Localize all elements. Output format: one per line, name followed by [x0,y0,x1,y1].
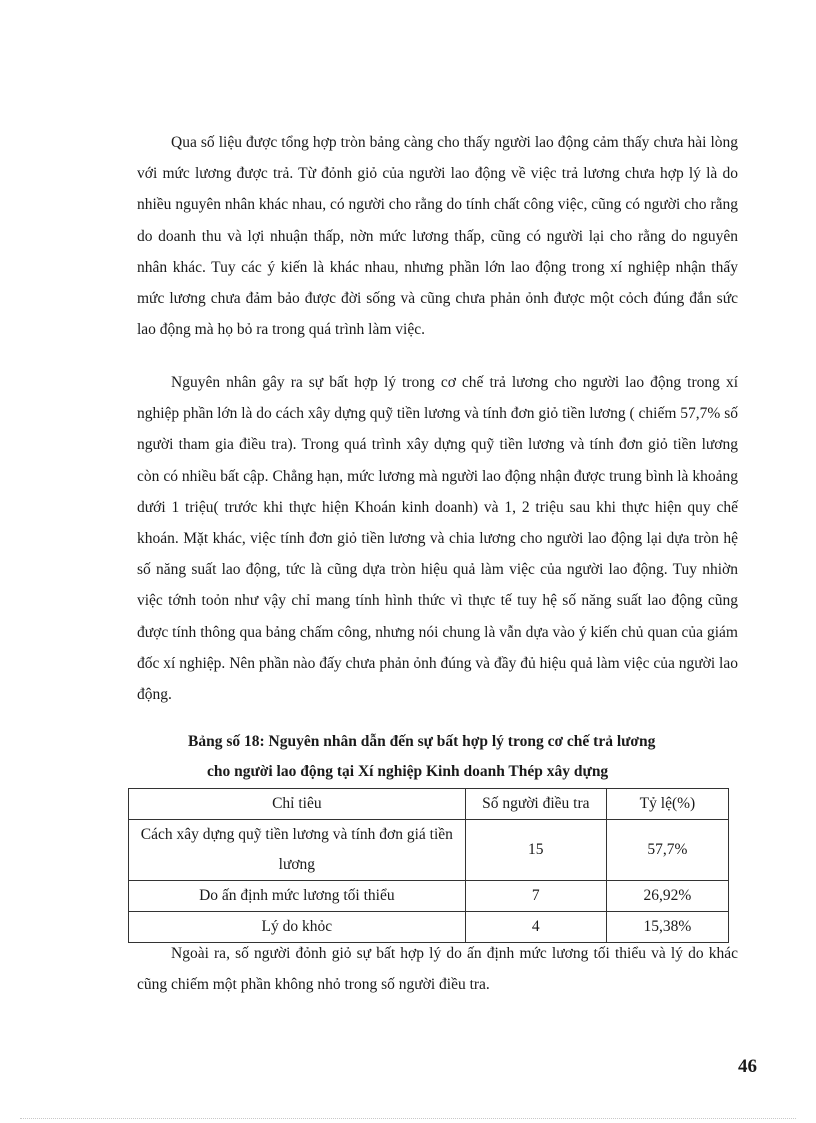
cell-respondents: 15 [465,820,606,881]
cell-respondents: 7 [465,881,606,912]
cell-ratio: 57,7% [606,820,728,881]
body-paragraph-1: Qua số liệu được tổng hợp tròn bảng càng cho thấy người lao động cảm thấy chưa hài lòng với mức lương được trả. Từ đỏnh giỏ của người lao động về việc trả lương chưa hợp lý là do nhiều nguyên nhân khác nhau, có người cho rằng do tính chất công việc, cũng có người cho rằng do doanh thu và lợi nhuận thấp, nờn mức lương thấp, cũng có người lại cho rằng do nguyên nhân khác. Tuy các ý kiến là khác nhau, nhưng phần lớn lao động trong xí nghiệp nhận thấy mức lương chưa đảm bảo được đời sống và cũng chưa phản ỏnh được một cỏch đúng đắn sức lao động mà họ bỏ ra trong quá trình làm việc. [137,134,738,339]
cell-indicator: Do ấn định mức lương tối thiểu [129,881,466,912]
table-caption-line-1: Bảng số 18: Nguyên nhân dẫn đến sự bất hợp lý trong cơ chế trả lương [188,733,656,750]
table-row [129,881,729,912]
body-paragraph-3: Ngoài ra, số người đỏnh giỏ sự bất hợp lý do ấn định mức lương tối thiểu và lý do khác cũng chiếm một phần không nhỏ trong số người điều tra. [137,945,738,994]
page-bottom-divider [20,1118,796,1119]
causes-table [128,788,729,943]
cell-ratio: 15,38% [606,912,728,943]
table-header-row [129,789,729,820]
cell-indicator: Lý do khỏc [129,912,466,943]
header-ratio: Tỷ lệ(%) [606,789,728,820]
page-number: 46 [738,1056,757,1077]
cell-indicator: Cách xây dựng quỹ tiền lương và tính đơn giá tiền lương [129,820,466,881]
cell-respondents: 4 [465,912,606,943]
table-caption-line-2: cho người lao động tại Xí nghiệp Kinh doanh Thép xây dựng [207,763,609,780]
table-row [129,820,729,881]
body-paragraph-2: Nguyên nhân gây ra sự bất hợp lý trong cơ chế trả lương cho người lao động trong xí nghiệp phần lớn là do cách xây dựng quỹ tiền lương và tính đơn giỏ tiền lương ( chiếm 57,7% số người tham gia điều tra). Trong quá trình xây dựng quỹ tiền lương và tính đơn giỏ tiền lương còn có nhiều bất cập. Chẳng hạn, mức lương mà người lao động nhận được trung bình là khoảng dưới 1 triệu( trước khi thực hiện Khoán kinh doanh) và 1, 2 triệu sau khi thực hiện quy chế khoán. Mặt khác, việc tính đơn giỏ tiền lương và chia lương cho người lao động lại dựa tròn hệ số năng suất lao động, tức là cũng dựa tròn hiệu quả làm việc của người lao động. Tuy nhiờn việc tớnh toỏn như vậy chỉ mang tính hình thức vì thực tế tuy hệ số năng suất lao động cũng được tính thông qua bảng chấm công, nhưng nói chung là vẫn dựa vào ý kiến chủ quan của giám đốc xí nghiệp. Nên phần nào đấy chưa phản ỏnh đúng và đầy đủ hiệu quả làm việc của người lao động. [137,374,738,704]
header-respondents: Số người điều tra [465,789,606,820]
cell-ratio: 26,92% [606,881,728,912]
header-indicator: Chỉ tiêu [129,789,466,820]
